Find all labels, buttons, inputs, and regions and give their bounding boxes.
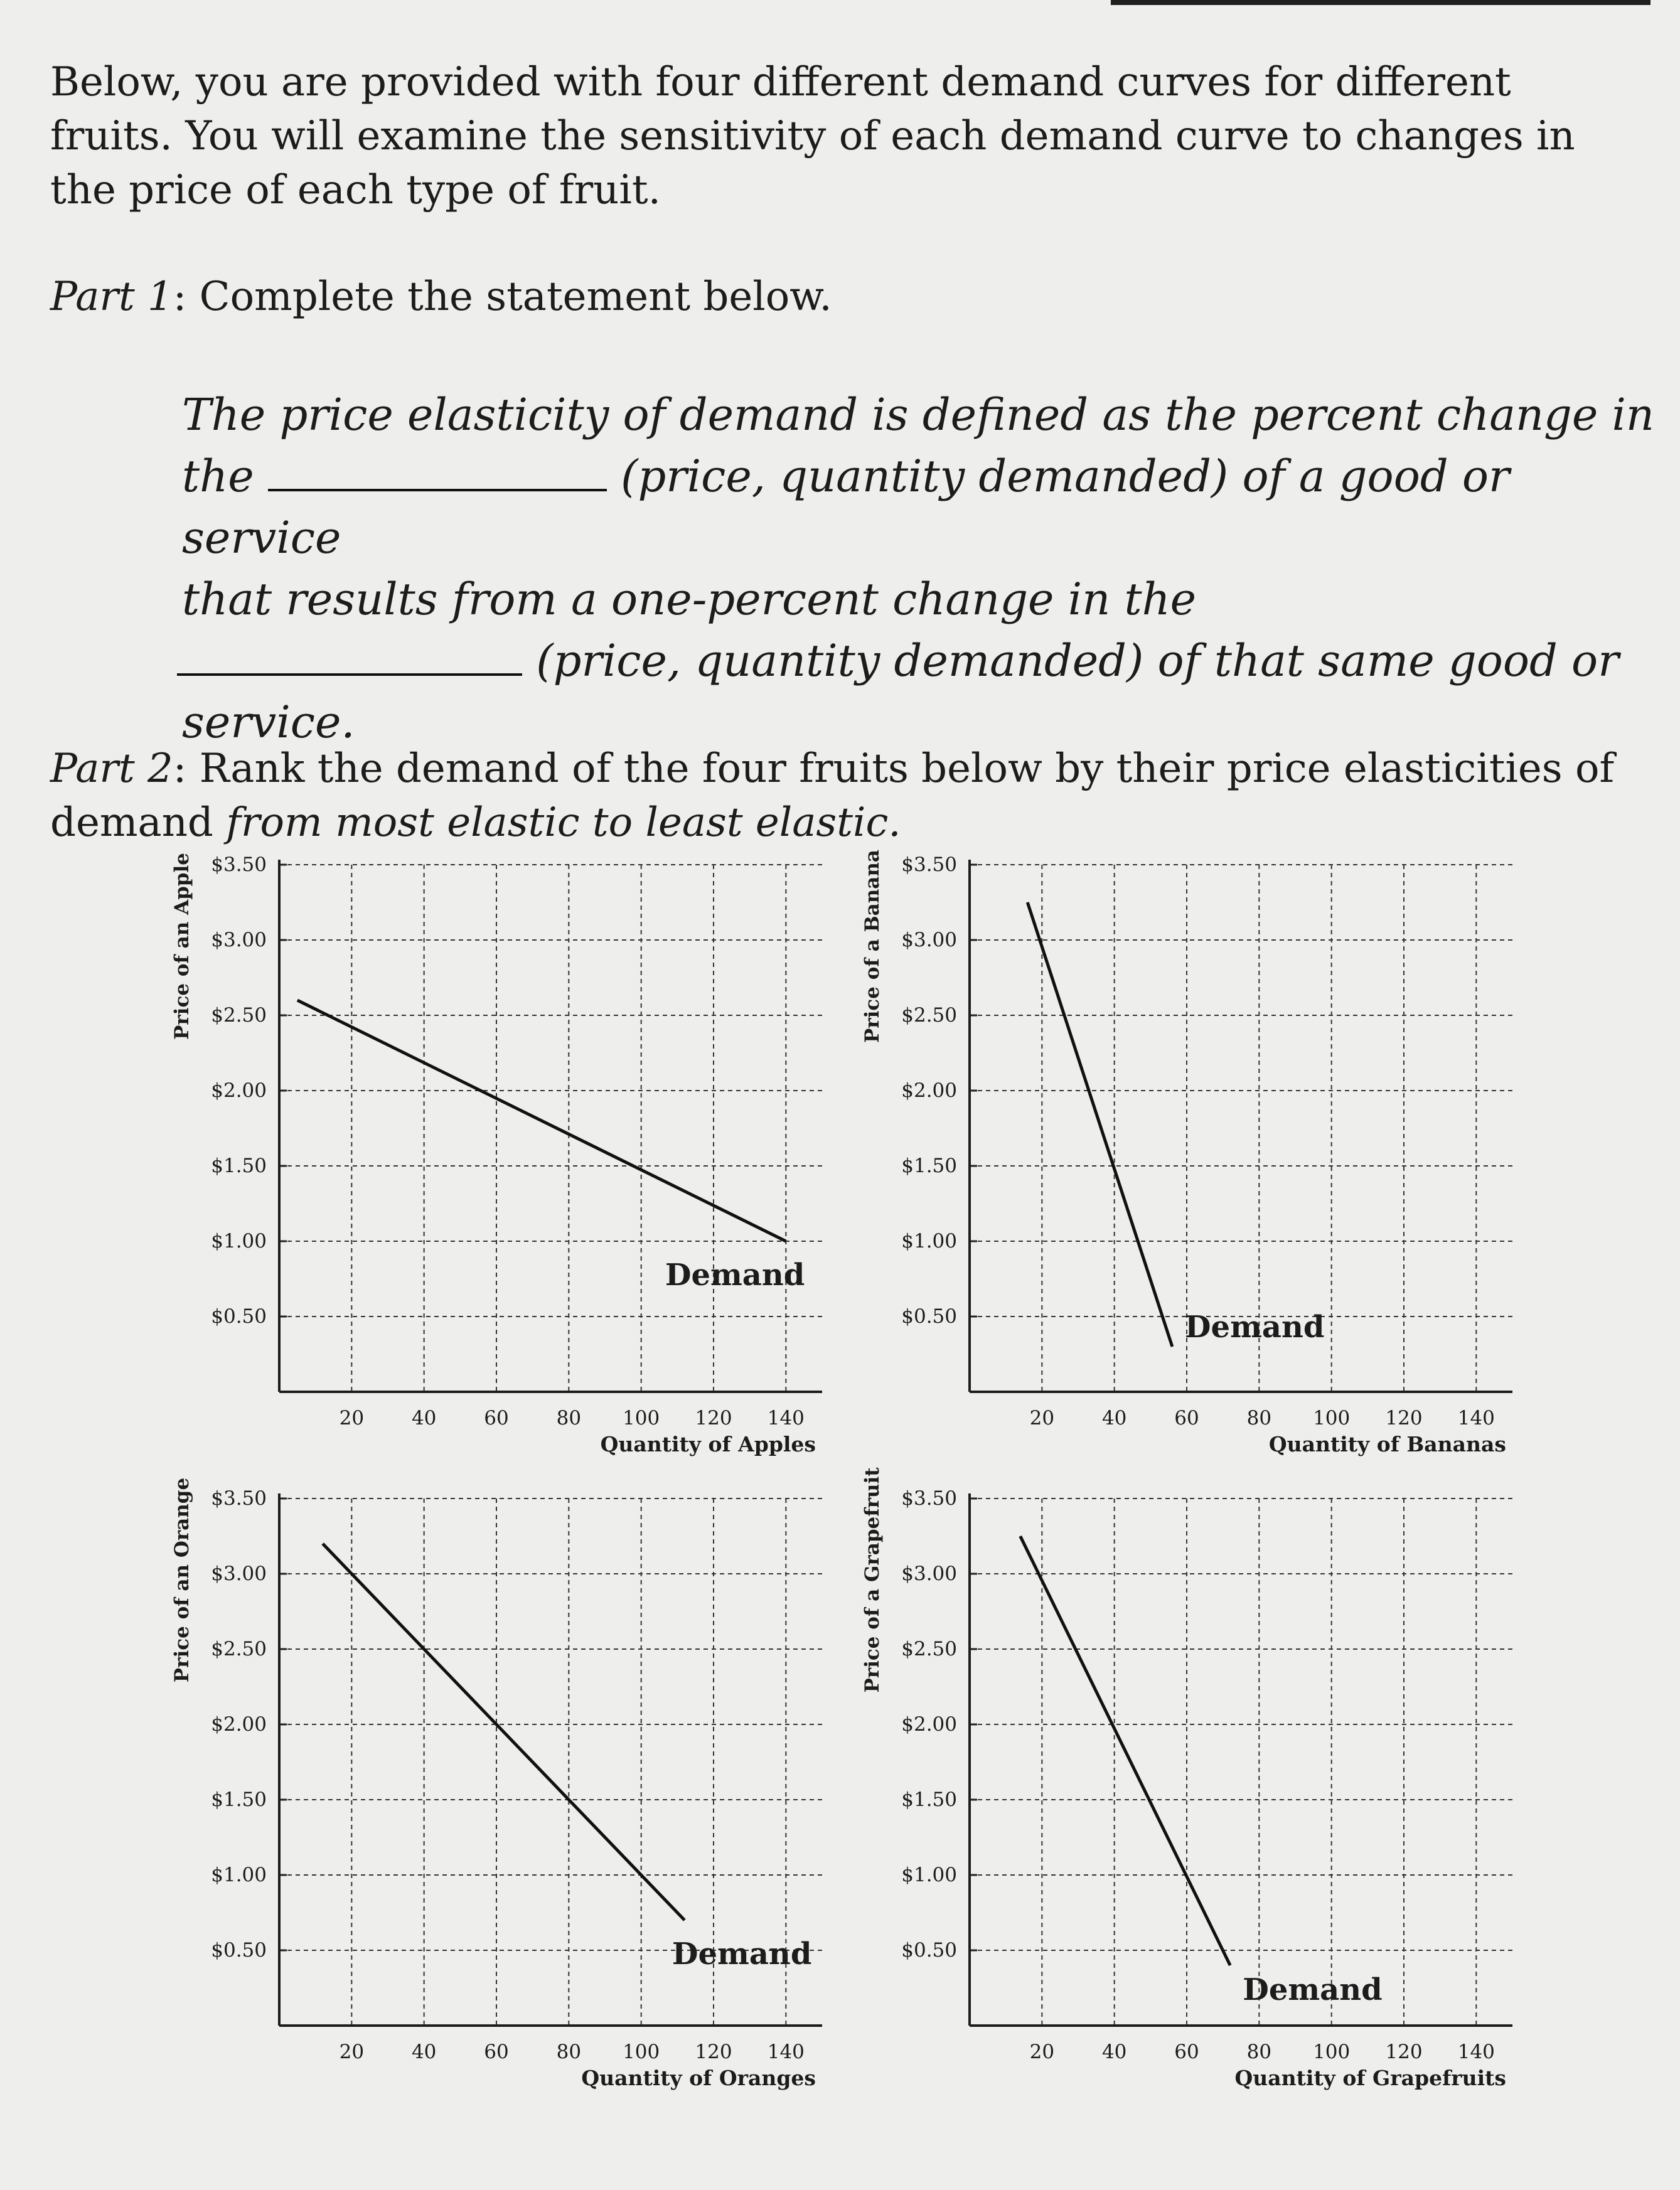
banana-demand-line	[1027, 902, 1172, 1347]
orange-demand-chart	[157, 1475, 853, 2102]
banana-xtick-label: 100	[1313, 1407, 1351, 1429]
grapefruit-demand-label: Demand	[1243, 1972, 1383, 2007]
apple-xtick-label: 120	[695, 1407, 732, 1429]
grapefruit-ytick-label: $2.50	[901, 1638, 957, 1660]
orange-ytick-label: $2.00	[211, 1713, 267, 1736]
part1-label: Part 1	[50, 274, 173, 320]
banana-xtick-label: 140	[1457, 1407, 1495, 1429]
grapefruit-ytick-label: $3.50	[901, 1487, 957, 1510]
intro-paragraph: Below, you are provided with four different demand curves for different fruits. You will examine the sensitivity of each demand curve to changes in the price of each type of fruit.	[50, 59, 1575, 213]
apple-demand-label: Demand	[665, 1258, 805, 1293]
grapefruit-ytick-label: $3.00	[901, 1562, 957, 1585]
orange-xtick-label: 80	[556, 2041, 582, 2063]
apple-y-axis-label: Price of an Apple	[171, 853, 193, 1040]
banana-xtick-label: 40	[1101, 1407, 1127, 1429]
banana-demand-label: Demand	[1184, 1310, 1325, 1345]
grapefruit-xtick-label: 140	[1457, 2041, 1495, 2063]
orange-demand-line	[323, 1544, 685, 1920]
apple-ytick-label: $2.50	[211, 1004, 267, 1027]
banana-ytick-label: $3.00	[901, 929, 957, 951]
elasticity-statement	[182, 384, 1657, 753]
orange-ytick-label: $2.50	[211, 1638, 267, 1660]
banana-xtick-label: 20	[1029, 1407, 1055, 1429]
grapefruit-ytick-label: $0.50	[901, 1939, 957, 1962]
apple-ytick-label: $2.00	[211, 1079, 267, 1102]
answer-blank-2[interactable]	[177, 667, 522, 676]
statement-line-5: service.	[182, 697, 355, 748]
orange-ytick-label: $3.00	[211, 1562, 267, 1585]
banana-y-axis-label: Price of a Banana	[861, 849, 884, 1044]
grapefruit-demand-chart	[847, 1467, 1544, 2102]
statement-line-2-start: the	[182, 451, 254, 502]
orange-xtick-label: 120	[695, 2041, 732, 2063]
orange-ytick-label: $0.50	[211, 1939, 267, 1962]
orange-ytick-label: $1.00	[211, 1864, 267, 1886]
statement-line-2	[182, 446, 1657, 569]
statement-line-3: that results from a one-percent change in the	[182, 574, 1197, 625]
orange-y-axis-label: Price of an Orange	[171, 1477, 193, 1683]
orange-xtick-label: 100	[623, 2041, 660, 2063]
top-edge-line	[1111, 0, 1651, 5]
grapefruit-xtick-label: 100	[1313, 2041, 1351, 2063]
grapefruit-xtick-label: 80	[1246, 2041, 1272, 2063]
banana-x-axis-label: Quantity of Bananas	[1268, 1432, 1506, 1456]
banana-xtick-label: 60	[1174, 1407, 1199, 1429]
apple-ytick-label: $1.50	[211, 1155, 267, 1177]
grapefruit-ytick-label: $2.00	[901, 1713, 957, 1736]
orange-xtick-label: 140	[767, 2041, 805, 2063]
grapefruit-demand-line	[1020, 1536, 1230, 1965]
apple-ytick-label: $1.00	[211, 1230, 267, 1253]
apple-demand-line	[297, 1000, 786, 1241]
grapefruit-xtick-label: 20	[1029, 2041, 1055, 2063]
orange-xtick-label: 40	[411, 2041, 437, 2063]
grapefruit-xtick-label: 40	[1101, 2041, 1127, 2063]
grapefruit-xtick-label: 120	[1385, 2041, 1423, 2063]
orange-chart-svg	[157, 1475, 853, 2102]
orange-demand-label: Demand	[671, 1936, 812, 1972]
banana-chart-svg	[847, 841, 1544, 1468]
banana-ytick-label: $2.00	[901, 1079, 957, 1102]
grapefruit-xtick-label: 60	[1174, 2041, 1199, 2063]
part2-label: Part 2	[50, 745, 173, 792]
part1-heading	[50, 270, 1632, 324]
apple-xtick-label: 80	[556, 1407, 582, 1429]
statement-line-2-end: (price, quantity demanded) of a good or service	[182, 451, 1510, 564]
part2-text-italic: from most elastic to least elastic.	[213, 799, 901, 846]
apple-ytick-label: $3.50	[211, 853, 267, 876]
grapefruit-y-axis-label: Price of a Grapefruit	[861, 1467, 884, 1693]
orange-xtick-label: 20	[339, 2041, 365, 2063]
apple-ytick-label: $0.50	[211, 1305, 267, 1328]
banana-ytick-label: $3.50	[901, 853, 957, 876]
banana-ytick-label: $2.50	[901, 1004, 957, 1027]
orange-x-axis-label: Quantity of Oranges	[581, 2066, 816, 2090]
apple-xtick-label: 140	[767, 1407, 805, 1429]
orange-ytick-label: $1.50	[211, 1788, 267, 1811]
banana-xtick-label: 80	[1246, 1407, 1272, 1429]
grapefruit-ytick-label: $1.50	[901, 1788, 957, 1811]
banana-demand-chart	[847, 841, 1544, 1468]
apple-chart-svg	[157, 841, 853, 1468]
statement-line-4	[182, 630, 1657, 692]
apple-xtick-label: 60	[484, 1407, 509, 1429]
banana-ytick-label: $0.50	[901, 1305, 957, 1328]
statement-line-1: The price elasticity of demand is defined as the percent change in	[182, 389, 1654, 441]
orange-xtick-label: 60	[484, 2041, 509, 2063]
apple-xtick-label: 100	[623, 1407, 660, 1429]
apple-xtick-label: 20	[339, 1407, 365, 1429]
part2-heading	[50, 742, 1632, 850]
grapefruit-ytick-label: $1.00	[901, 1864, 957, 1886]
orange-ytick-label: $3.50	[211, 1487, 267, 1510]
apple-x-axis-label: Quantity of Apples	[600, 1432, 816, 1456]
grapefruit-x-axis-label: Quantity of Grapefruits	[1234, 2066, 1506, 2090]
part2-text: : Rank the demand of the four fruits below by their price elasticities of demand	[50, 745, 1615, 846]
statement-line-4-end: (price, quantity demanded) of that same good or	[536, 635, 1619, 686]
apple-demand-chart	[157, 841, 853, 1468]
answer-blank-1[interactable]	[268, 483, 607, 491]
apple-xtick-label: 40	[411, 1407, 437, 1429]
banana-xtick-label: 120	[1385, 1407, 1423, 1429]
banana-ytick-label: $1.50	[901, 1155, 957, 1177]
apple-ytick-label: $3.00	[211, 929, 267, 951]
banana-ytick-label: $1.00	[901, 1230, 957, 1253]
part1-text: : Complete the statement below.	[173, 274, 832, 320]
grapefruit-chart-svg	[847, 1467, 1544, 2102]
